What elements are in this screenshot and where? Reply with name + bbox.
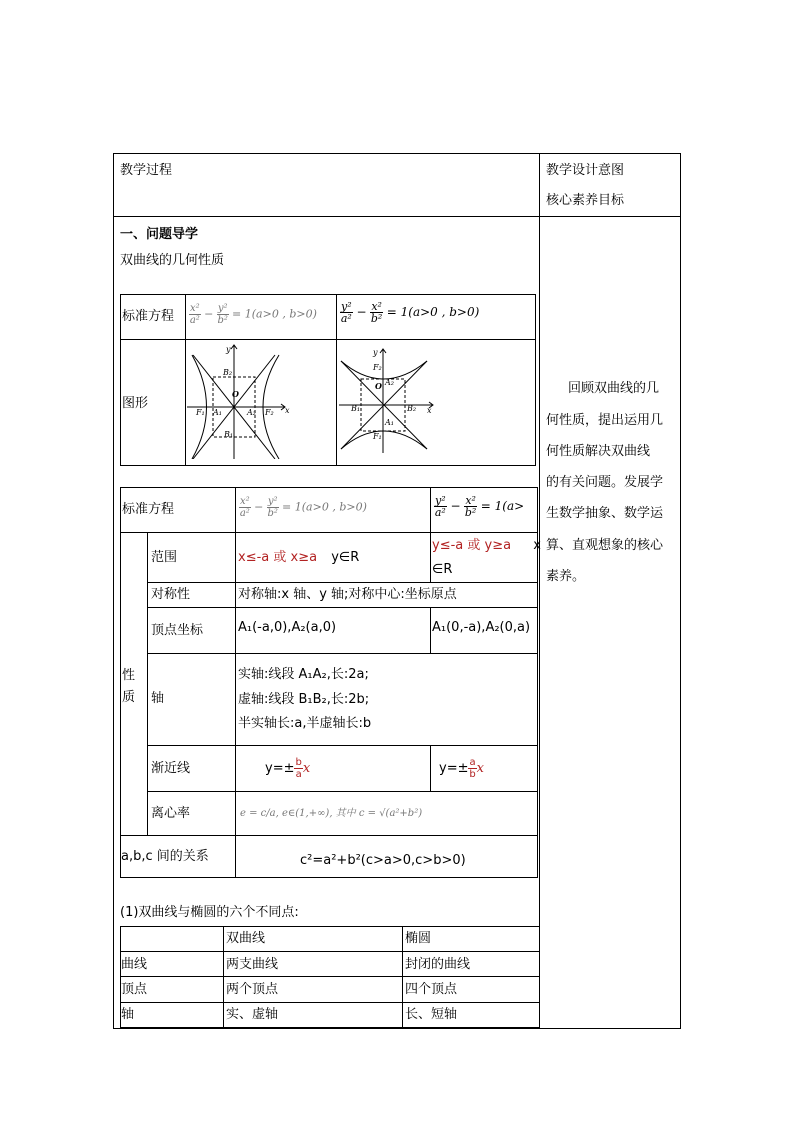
row-line bbox=[120, 976, 540, 977]
col-line bbox=[430, 607, 431, 653]
svg-text:x: x bbox=[427, 406, 432, 415]
column-divider bbox=[539, 153, 540, 1029]
section-heading: 一、问题导学 bbox=[120, 227, 199, 242]
header-divider bbox=[113, 216, 681, 217]
hyperbola-vertical-graph bbox=[339, 343, 435, 453]
axis-line-real: 实轴:线段 A₁A₂,长:2a; bbox=[238, 667, 369, 682]
row-line bbox=[147, 582, 538, 583]
asymptote-den: a bbox=[295, 769, 302, 780]
graph-label: 图形 bbox=[122, 396, 149, 411]
row-line bbox=[147, 791, 538, 792]
svg-text:y: y bbox=[226, 345, 231, 354]
axis-label: 轴 bbox=[151, 691, 165, 706]
row-line bbox=[120, 1002, 540, 1003]
axis-line-imaginary: 虚轴:线段 B₁B₂,长:2b; bbox=[238, 692, 370, 707]
intent-line: 算、直观想象的核心 bbox=[546, 538, 664, 553]
svg-text:y: y bbox=[373, 348, 378, 357]
svg-text:F₂: F₂ bbox=[373, 363, 382, 372]
svg-text:A₁: A₁ bbox=[385, 418, 394, 427]
asymptote-num: b bbox=[295, 757, 302, 768]
svg-text:O: O bbox=[232, 389, 239, 399]
asymptote-label: 渐近线 bbox=[151, 761, 191, 776]
intent-line: 何性质，提出运用几 bbox=[546, 413, 664, 428]
svg-text:F₁: F₁ bbox=[196, 408, 205, 417]
eccentricity-label: 离心率 bbox=[151, 806, 191, 821]
svg-text:x: x bbox=[285, 406, 290, 415]
svg-text:O: O bbox=[375, 381, 382, 391]
vertex-vertical: A₁(0,-a),A₂(0,a) bbox=[432, 620, 531, 635]
std-eq-horizontal: $\frac{\text{x²}}{\text{a²}}$ − $\frac{\text{y²}}{\text{b²}}$ = 1(a>0 , b>0) bbox=[189, 303, 317, 326]
intent-line: 的有关问题。发展学 bbox=[546, 475, 664, 490]
col-line bbox=[402, 926, 403, 1028]
asymptote-num: a bbox=[469, 757, 476, 768]
compare-cell: 长、短轴 bbox=[405, 1007, 458, 1022]
vertex-horizontal: A₁(-a,0),A₂(a,0) bbox=[238, 620, 337, 635]
compare-cell: 两支曲线 bbox=[226, 957, 279, 972]
asymptote-prefix: y=± bbox=[265, 761, 295, 776]
svg-text:A₂: A₂ bbox=[385, 378, 394, 387]
compare-header-hyperbola: 双曲线 bbox=[226, 931, 266, 946]
asymptote-horizontal bbox=[265, 757, 310, 780]
std-eq-vertical: $\frac{\text{y²}}{\text{a²}}$ − $\frac{\text{x²}}{\text{b²}}$ = 1(a>0 , b>0) bbox=[340, 300, 480, 325]
std-eq-vertical-2: $\frac{\text{y²}}{\text{a²}}$ − $\frac{\text{x²}}{\text{b²}}$ = 1(a> bbox=[434, 495, 525, 518]
graph-table-col1 bbox=[185, 294, 186, 466]
relation-label: a,b,c 间的关系 bbox=[121, 849, 209, 864]
compare-cell: 曲线 bbox=[121, 957, 148, 972]
compare-cell: 轴 bbox=[121, 1007, 135, 1022]
col-line bbox=[430, 745, 431, 791]
row-line bbox=[147, 653, 538, 654]
relation-value: c²=a²+b²(c>a>0,c>b>0) bbox=[300, 853, 466, 868]
svg-text:B₁: B₁ bbox=[224, 430, 234, 439]
graph-table-col2 bbox=[336, 294, 337, 466]
svg-text:F₂: F₂ bbox=[265, 408, 274, 417]
svg-text:B₂: B₂ bbox=[407, 404, 417, 413]
header-process: 教学过程 bbox=[120, 163, 173, 178]
std-eq-label-2: 标准方程 bbox=[122, 502, 175, 517]
compare-header-ellipse: 椭圆 bbox=[405, 931, 432, 946]
svg-text:A₂: A₂ bbox=[247, 408, 256, 417]
intent-line: 生数学抽象、数学运 bbox=[546, 506, 664, 521]
range-vertical-tail: ∈R bbox=[432, 562, 453, 577]
range-horizontal-x: x≤-a 或 x≥a bbox=[238, 550, 318, 565]
intent-line: 回顾双曲线的几 bbox=[568, 381, 660, 396]
row-line bbox=[120, 835, 538, 836]
std-eq-label-1: 标准方程 bbox=[122, 309, 175, 324]
intent-line: 素养。 bbox=[546, 569, 586, 584]
hyperbola-horizontal-graph bbox=[187, 343, 290, 459]
header-intent: 教学设计意图 bbox=[546, 163, 625, 178]
header-literacy: 核心素养目标 bbox=[546, 193, 625, 208]
compare-cell: 封闭的曲线 bbox=[405, 957, 471, 972]
row-line bbox=[120, 532, 538, 533]
asymptote-prefix: y=± bbox=[439, 761, 469, 776]
asymptote-var: x bbox=[302, 761, 311, 776]
axis-line-half: 半实轴长:a,半虚轴长:b bbox=[238, 716, 372, 731]
row-line bbox=[147, 607, 538, 608]
row-line bbox=[120, 951, 540, 952]
range-vertical bbox=[432, 538, 541, 554]
intent-line: 何性质解决双曲线 bbox=[546, 444, 651, 459]
compare-cell: 四个顶点 bbox=[405, 982, 458, 997]
svg-text:B₂: B₂ bbox=[223, 368, 233, 377]
compare-title: (1)双曲线与椭圆的六个不同点: bbox=[120, 905, 299, 920]
asymptote-vertical bbox=[439, 757, 484, 780]
row-line bbox=[147, 745, 538, 746]
asymptote-den: b bbox=[469, 769, 476, 780]
col-line bbox=[430, 487, 431, 582]
range-label: 范围 bbox=[151, 550, 178, 565]
col-line bbox=[147, 532, 148, 835]
compare-table bbox=[120, 926, 540, 1028]
property-group-label: 性 质 bbox=[122, 668, 136, 705]
symmetry-value: 对称轴:x 轴、y 轴;对称中心:坐标原点 bbox=[238, 587, 457, 602]
range-horizontal bbox=[238, 550, 359, 566]
col-line bbox=[235, 487, 236, 878]
range-vertical-y: y≤-a 或 y≥a bbox=[432, 538, 512, 553]
vertex-label: 顶点坐标 bbox=[151, 623, 204, 638]
svg-text:F₁: F₁ bbox=[373, 432, 382, 441]
section-subheading: 双曲线的几何性质 bbox=[120, 253, 225, 268]
range-vertical-x: x bbox=[533, 538, 541, 553]
graph-table-row bbox=[120, 339, 536, 340]
col-line bbox=[223, 926, 224, 1028]
svg-text:B₁: B₁ bbox=[351, 404, 361, 413]
eccentricity-value: e = c/a, e∈(1,+∞), 其中 c = √(a²+b²) bbox=[240, 808, 423, 819]
range-horizontal-y: y∈R bbox=[331, 550, 360, 565]
svg-text:A₁: A₁ bbox=[213, 408, 222, 417]
compare-cell: 顶点 bbox=[121, 982, 148, 997]
compare-cell: 两个顶点 bbox=[226, 982, 279, 997]
std-eq-horizontal-2: $\frac{\text{x²}}{\text{a²}}$ − $\frac{\text{y²}}{\text{b²}}$ = 1(a>0 , b>0) bbox=[239, 496, 367, 519]
compare-cell: 实、虚轴 bbox=[226, 1007, 279, 1022]
asymptote-var: x bbox=[476, 761, 484, 776]
symmetry-label: 对称性 bbox=[151, 587, 191, 602]
